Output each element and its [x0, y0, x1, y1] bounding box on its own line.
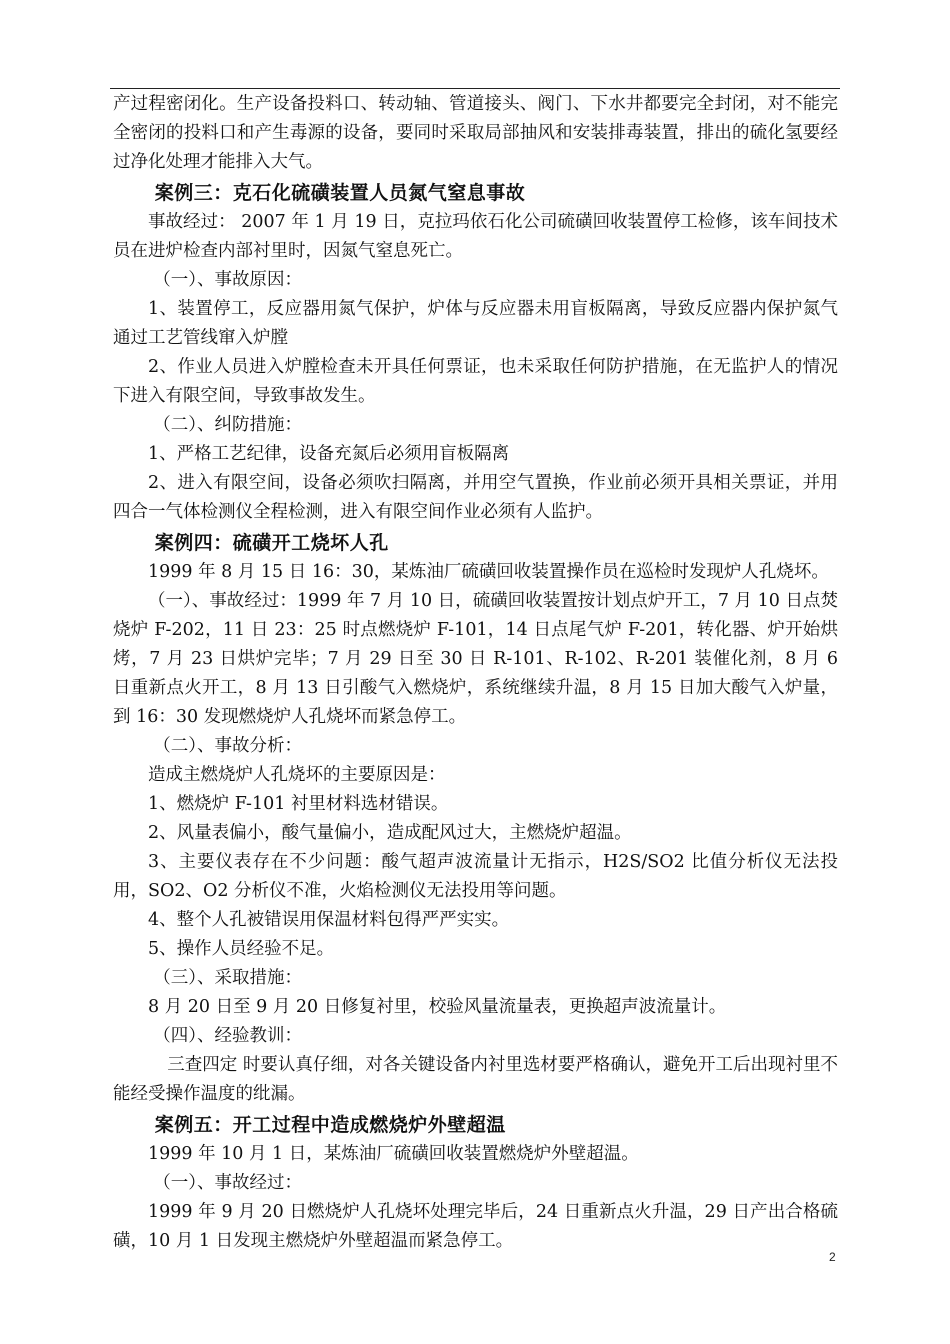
paragraph: 2、风量表偏小，酸气量偏小，造成配风过大，主燃烧炉超温。 — [148, 823, 632, 843]
paragraph: 1、燃烧炉 F-101 衬里材料选材错误。 — [148, 794, 449, 814]
section-heading: 案例四：硫磺开工烧坏人孔 — [154, 532, 389, 554]
paragraph: 事故经过： 2007 年 1 月 19 日，克拉玛依石化公司硫磺回收装置停工检修，该车间技术员在进炉检查内部衬里时，因氮气窒息死亡。 — [113, 212, 838, 261]
subheading: （二）、纠防措施： — [153, 415, 302, 435]
paragraph: 1、严格工艺纪律，设备充氮后必须用盲板隔离 — [148, 444, 510, 464]
subheading: （一）、事故经过： — [153, 1173, 302, 1193]
paragraph: 1999 年 9 月 20 日燃烧炉人孔烧坏处理完毕后，24 日重新点火升温，29 日产出合格硫磺，10 月 1 日发现主燃烧炉外壁超温而紧急停工。 — [113, 1202, 838, 1251]
document-body — [113, 90, 838, 1256]
section-heading: 案例三：克石化硫磺装置人员氮气窒息事故 — [154, 182, 526, 204]
paragraph: 8 月 20 日至 9 月 20 日修复衬里，校验风量流量表，更换超声波流量计。 — [148, 997, 727, 1017]
paragraph: 1、装置停工，反应器用氮气保护，炉体与反应器未用盲板隔离，导致反应器内保护氮气通过工艺管线窜入炉膛 — [113, 299, 838, 348]
paragraph: 1999 年 8 月 15 日 16：30，某炼油厂硫磺回收装置操作员在巡检时发现炉人孔烧坏。 — [148, 562, 829, 582]
subheading: （三）、采取措施： — [153, 968, 302, 988]
section-heading: 案例五：开工过程中造成燃烧炉外壁超温 — [154, 1114, 506, 1136]
paragraph: （一）、事故经过：1999 年 7 月 10 日，硫磺回收装置按计划点炉开工，7 月 10 日点焚烧炉 F-202，11 日 23：25 时点燃烧炉 F-101，14 日点尾气炉 F-201，转化器、炉开始烘烤，7 月 23 日烘炉完毕；7 月 29 日至 30 日 R-101、R-102、R-201 装催化剂，8 月 6 日重新点火开工，8 月 13 日引酸气入燃烧炉，系统继续升温，8 月 15 日加大酸气入炉量，到 16：30 发现燃烧炉人孔烧坏而紧急停工。 — [113, 591, 838, 727]
paragraph: 4、整个人孔被错误用保温材料包得严严实实。 — [148, 910, 510, 930]
paragraph: 造成主燃烧炉人孔烧坏的主要原因是： — [148, 765, 446, 785]
paragraph: 三查四定 时要认真仔细，对各关键设备内衬里选材要严格确认，避免开工后出现衬里不能经受操作温度的纰漏。 — [113, 1055, 838, 1104]
paragraph: 产过程密闭化。生产设备投料口、转动轴、管道接头、阀门、下水井都要完全封闭，对不能完全密闭的投料口和产生毒源的设备，要同时采取局部抽风和安装排毒装置，排出的硫化氢要经过净化处理才能排入大气。 — [113, 94, 838, 172]
subheading: （二）、事故分析： — [153, 736, 302, 756]
paragraph: 2、作业人员进入炉膛检查未开具任何票证，也未采取任何防护措施，在无监护人的情况下进入有限空间，导致事故发生。 — [113, 357, 838, 406]
header-rule — [110, 88, 840, 89]
subheading: （一）、事故原因： — [153, 270, 302, 290]
paragraph: 3、主要仪表存在不少问题：酸气超声波流量计无指示，H2S/SO2 比值分析仪无法投用，SO2、O2 分析仪不准，火焰检测仪无法投用等问题。 — [113, 852, 838, 901]
paragraph: 1999 年 10 月 1 日，某炼油厂硫磺回收装置燃烧炉外壁超温。 — [148, 1144, 639, 1164]
paragraph: 2、进入有限空间，设备必须吹扫隔离，并用空气置换，作业前必须开具相关票证，并用四合一气体检测仪全程检测，进入有限空间作业必须有人监护。 — [113, 473, 838, 522]
subheading: （四）、经验教训： — [153, 1026, 302, 1046]
page-number: 2 — [829, 1250, 836, 1264]
paragraph: 5、操作人员经验不足。 — [148, 939, 335, 959]
